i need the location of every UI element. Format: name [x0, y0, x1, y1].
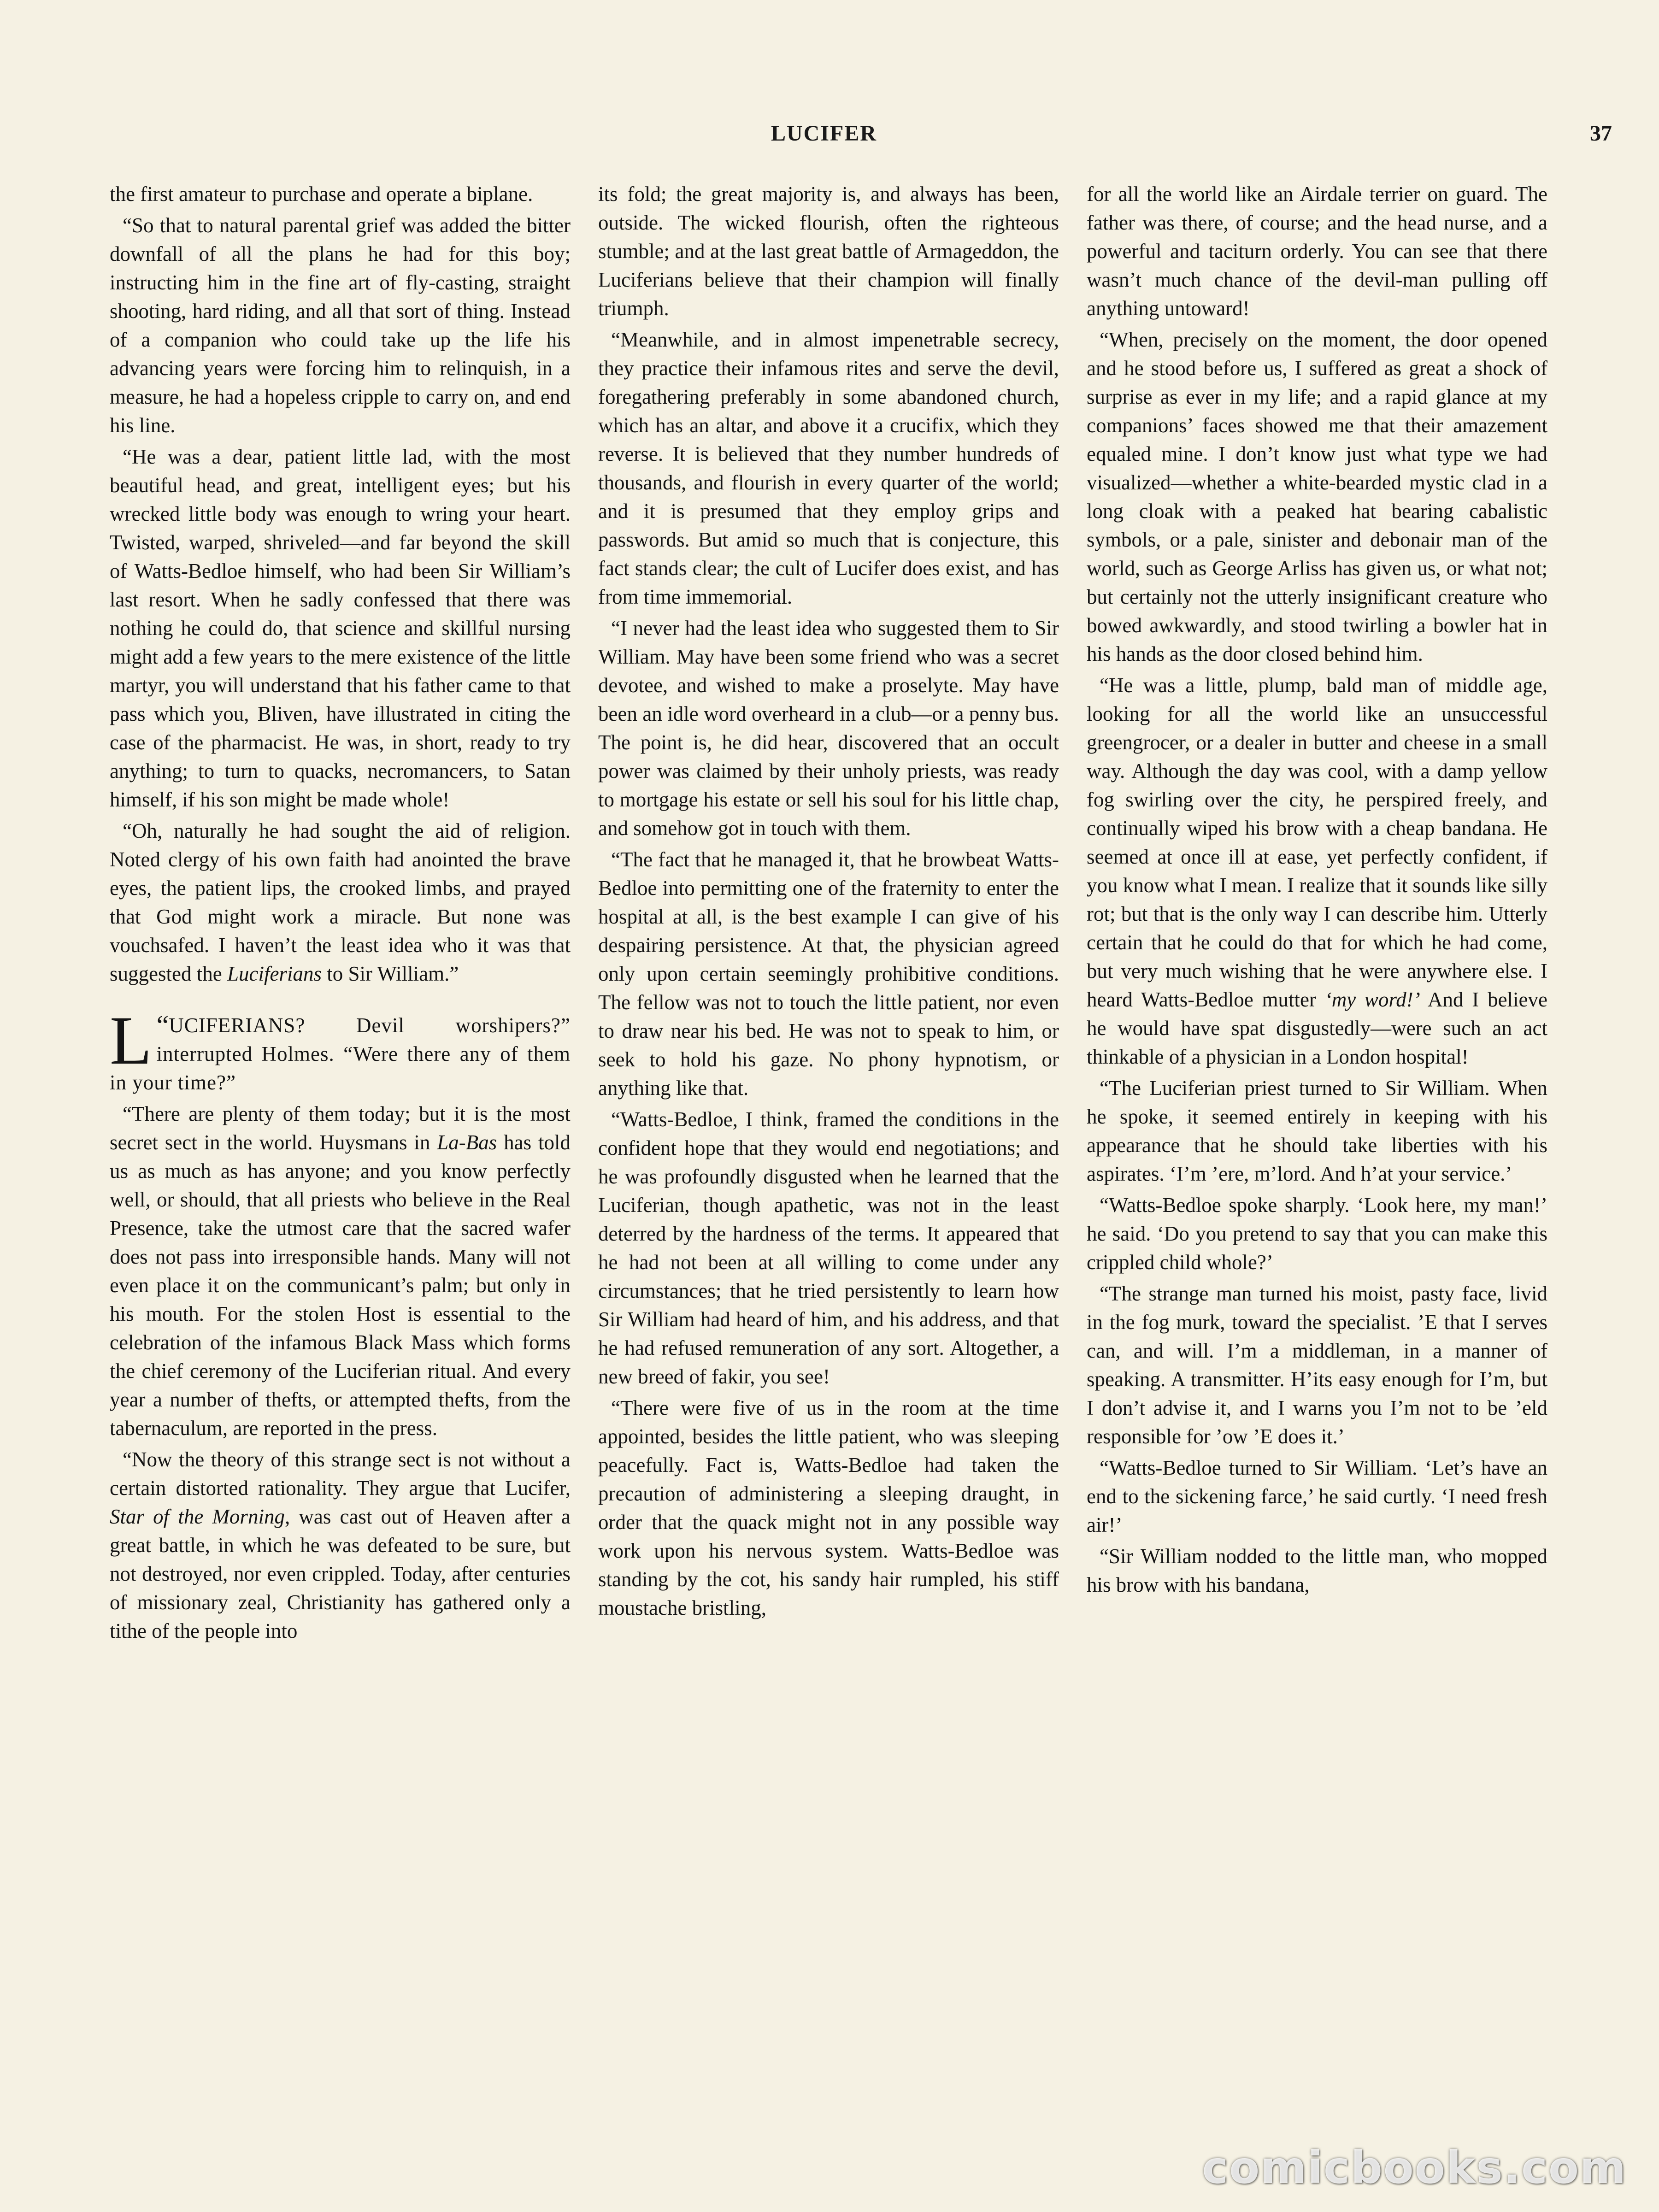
text-run: “Now the theory of this strange sect is not without a certain distorted rationality. They argue that Lucifer, [110, 1448, 571, 1500]
paragraph: “I never had the least idea who suggested them to Sir William. May have been some friend who was a secret devotee, and wished to make a proselyte. May have been an idle word overheard in a club—or a penny bus. The point is, he did hear, discovered that an occult power was claimed by their unholy priests, was ready to mortgage his estate or sell his soul for his little chap, and somehow got in touch with them. [598, 617, 1059, 840]
section-opening-paragraph [110, 1002, 571, 1097]
paragraph: “Watts-Bedloe spoke sharply. ‘Look here, my man!’ he said. ‘Do you pretend to say that you can make this crippled child whole?’ [1087, 1194, 1547, 1274]
text-run: And I believe he would have spat disgustedly—were such an act thinkable of a physician in a London hospital! [1087, 988, 1547, 1068]
italic-text: La-Bas [437, 1131, 497, 1154]
paragraph: “So that to natural parental grief was added the bitter downfall of all the plans he had for this boy; instructing him in the fine art of fly-casting, straight shooting, hard riding, and all that sort of thing. Instead of a companion who could take up the life his advancing years were forcing him to relinquish, in a measure, he had a hopeless cripple to carry on, and end his line. [110, 214, 571, 437]
paragraph: “The Luciferian priest turned to Sir William. When he spoke, it seemed entirely in keeping with his appearance that he should take liberties with his aspirates. ‘I’m ’ere, m’lord. And h’at your service.’ [1087, 1077, 1547, 1185]
paragraph: “The fact that he managed it, that he browbeat Watts-Bedloe into permitting one of the fraternity to enter the hospital at all, is the best example I can give of his despairing persistence. At that, the physician agreed only upon certain seemingly prohibitive conditions. The fellow was not to touch the little patient, nor even to draw near his bed. He was not to speak to him, or seek to hold his gaze. No phony hypnotism, or anything like that. [598, 848, 1059, 1100]
paragraph: “Watts-Bedloe, I think, framed the conditions in the confident hope that they would end negotiations; and he was profoundly disgusted when he learned that the Luciferian, though apathetic, was not in the least deterred by the hardness of the terms. It appeared that he had not been at all willing to come under any circumstances; that he tried persistently to learn how Sir William had heard of him, and his address, and that he had refused remuneration of any sort. Altogether, a new breed of fakir, you see! [598, 1108, 1059, 1388]
paragraph [110, 1100, 571, 1442]
column-middle [598, 180, 1059, 2041]
text-run: UCIFERIANS? Devil worshipers?” interrupted Holmes. “Were there any of them in your time?” [110, 1014, 571, 1094]
text-run: to Sir William.” [321, 962, 459, 985]
running-title: LUCIFER [771, 121, 877, 146]
running-head [110, 121, 1612, 153]
paragraph: “He was a dear, patient little lad, with the most beautiful head, and great, intelligent eyes; but his wrecked little body was enough to wring your heart. Twisted, warped, shriveled—and far beyond the skill of Watts-Bedloe himself, who had been Sir William’s last resort. When he sadly confessed that there was nothing he could do, that science and skillful nursing might add a few years to the mere existence of the little martyr, you will understand that his father came to that pass which you, Bliven, have illustrated in citing the case of the pharmacist. He was, in short, ready to try anything; to turn to quacks, necromancers, to Satan himself, if his son might be made whole! [110, 445, 571, 811]
paragraph: its fold; the great majority is, and always has been, outside. The wicked flourish, often the righteous stumble; and at the last great battle of Armageddon, the Luciferians believe that their champion will finally triumph. [598, 182, 1059, 320]
opening-quote: “ [156, 1010, 169, 1041]
paragraph: for all the world like an Airdale terrier on guard. The father was there, of course; and the head nurse, and a powerful and taciturn orderly. You can see that there wasn’t much chance of the devil-man pulling off anything untoward! [1087, 182, 1547, 320]
text-run: “There are plenty of them today; but it is the most secret sect in the world. Huysmans in [110, 1102, 571, 1154]
text-run: has told us as much as has anyone; and you know perfectly well, or should, that all priests who believe in the Real Presence, take the utmost care that the sacred wafer does not pass into irresponsible hands. Many will not even place it on the communicant’s palm; but only in his mouth. For the stolen Host is essential to the celebration of the infamous Black Mass which forms the chief ceremony of the Luciferian ritual. And every year a number of thefts, or attempted thefts, from the tabernaculum, are reported in the press. [110, 1131, 571, 1440]
text-run: “He was a little, plump, bald man of middle age, looking for all the world like an unsuccessful greengrocer, or a dealer in butter and cheese in a small way. Although the day was cool, with a damp yellow fog swirling over the city, he perspired freely, and continually wiped his brow with a cheap bandana. He seemed at once ill at ease, yet perfectly confident, if you know what I mean. I realize that it sounds like silly rot; but that is the only way I can describe him. Utterly certain that he could do that for which he had come, but very much wishing that he were anywhere else. I heard Watts-Bedloe mutter [1087, 674, 1547, 1011]
paragraph: “There were five of us in the room at the time appointed, besides the little patient, who was sleeping peacefully. Fact is, Watts-Bedloe had taken the precaution of administering a sleeping draught, in order that the quack might not in any possible way work upon his nervous system. Watts-Bedloe was standing by the cot, his sandy hair rumpled, his stiff moustache bristling, [598, 1396, 1059, 1619]
column-right [1087, 180, 1547, 2041]
text-run: “Oh, naturally he had sought the aid of religion. Noted clergy of his own faith had anointed the brave eyes, the patient lips, the crooked limbs, and prayed that God might work a miracle. But none was vouchsafed. I haven’t the least idea who it was that suggested the [110, 819, 571, 985]
paragraph: “Meanwhile, and in almost impenetrable secrecy, they practice their infamous rites and serve the devil, foregathering preferably in some abandoned church, which has an altar, and above it a crucifix, which they reverse. It is believed that they number hundreds of thousands, and flourish in every quarter of the world; and it is presumed that they employ grips and passwords. But amid so much that is conjecture, this fact stands clear; the cult of Lucifer does exist, and has from time immemorial. [598, 328, 1059, 608]
site-watermark: comicbooks.com [1202, 2142, 1627, 2194]
paragraph: the first amateur to purchase and operate a biplane. [110, 182, 533, 206]
italic-text: Luciferians [227, 962, 322, 985]
italic-text: Star of the Morning [110, 1505, 285, 1528]
paragraph: “Sir William nodded to the little man, who mopped his brow with his bandana, [1087, 1545, 1547, 1596]
column-left [110, 180, 571, 2041]
paragraph [110, 1445, 571, 1645]
text-run: , was cast out of Heaven after a great battle, in which he was defeated to be sure, but not destroyed, nor even crippled. Today, after centuries of missionary zeal, Christianity has gathered only a tithe of the people into [110, 1505, 571, 1642]
italic-text: ‘my word!’ [1324, 988, 1420, 1011]
paragraph [1087, 671, 1547, 1071]
paragraph: “When, precisely on the moment, the door opened and he stood before us, I suffered as great a shock of surprise as ever in my life; and a rapid glance at my companions’ faces showed me that their amazement equaled mine. I don’t know just what type we had visualized—whether a white-bearded mystic clad in a long cloak with a peaked hat bearing cabalistic symbols, or a pale, sinister and debonair man of the world, such as George Arliss has given us, or what not; but certainly not the utterly insignificant creature who bowed awkwardly, and stood twirling a bowler hat in his hands as the door closed behind him. [1087, 328, 1547, 665]
page-number: 37 [1590, 121, 1612, 146]
text-columns [110, 180, 1547, 2041]
paragraph: “Watts-Bedloe turned to Sir William. ‘Let’s have an end to the sickening farce,’ he said curtly. ‘I need fresh air!’ [1087, 1456, 1547, 1536]
drop-cap: L [110, 1002, 152, 1079]
paragraph [110, 817, 571, 988]
paragraph: “The strange man turned his moist, pasty face, livid in the fog murk, toward the specialist. ’E that I serves can, and will. I’m a middleman, in a manner of speaking. A transmitter. H’its easy enough for I’m, but I don’t advise it, and I warns you I’m not to be ’eld responsible for ’ow ’E does it.’ [1087, 1282, 1547, 1448]
